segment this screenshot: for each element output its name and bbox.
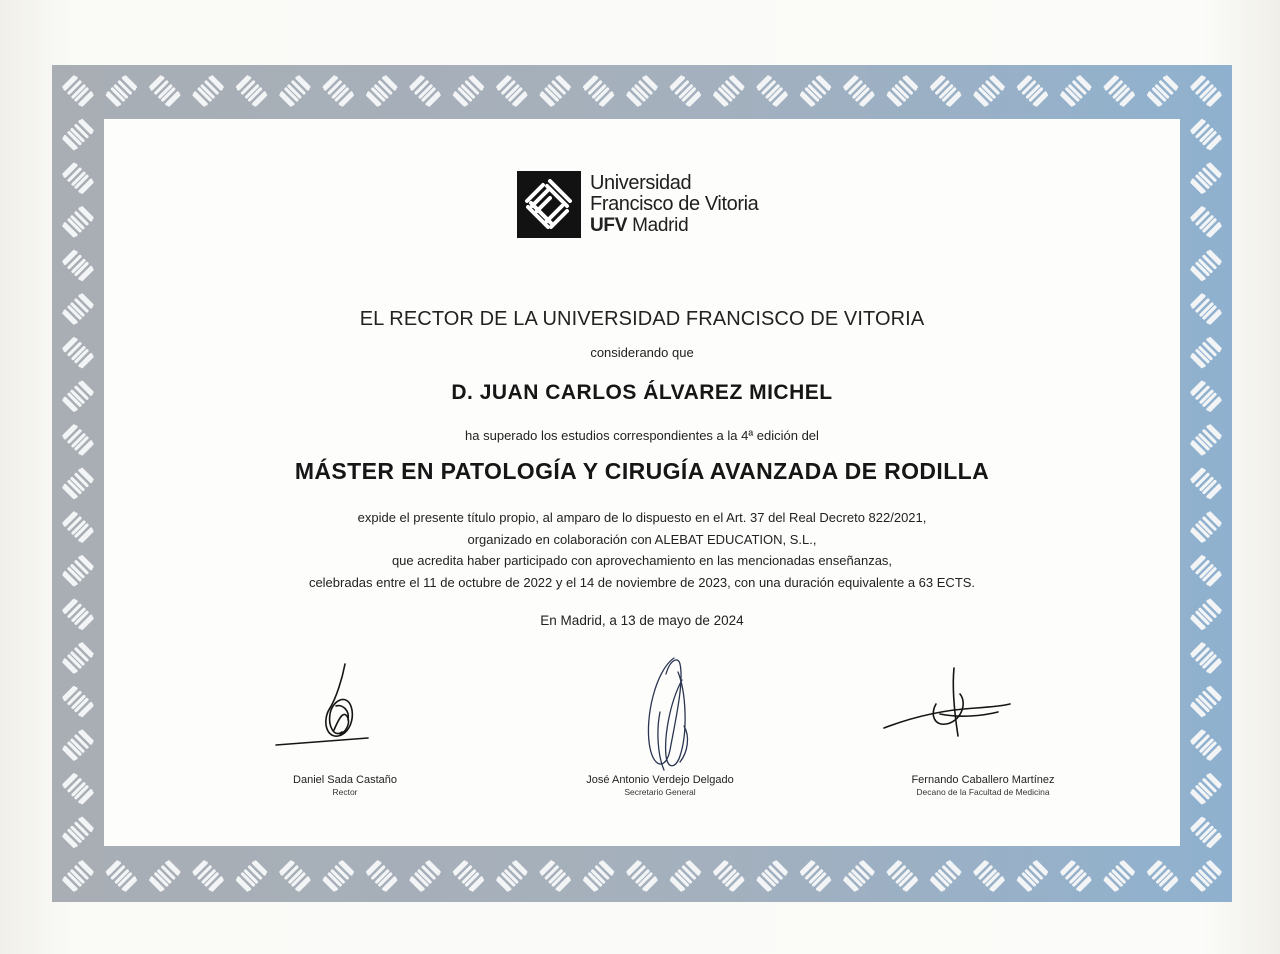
considering-text: considerando que (590, 345, 694, 360)
certificate-body (104, 507, 1180, 593)
signature-rector (270, 660, 380, 750)
university-logo (517, 171, 758, 238)
recipient-name: D. JUAN CARLOS ÁLVAREZ MICHEL (451, 381, 833, 404)
signature-secretary (630, 652, 710, 780)
signer-name: Fernando Caballero Martínez (911, 774, 1055, 786)
logo-text-ufv-madrid: UFV Madrid (590, 215, 689, 236)
signature-block-rector (215, 774, 475, 797)
logo-text-universidad: Universidad (590, 172, 692, 194)
body-line: que acredita haber participado con aprovechamiento en las mencionadas enseñanzas, (391, 553, 893, 568)
logo-text-francisco-de-vitoria: Francisco de Vitoria (590, 193, 759, 215)
signature-dean (880, 664, 1015, 744)
signer-role: Rector (332, 787, 358, 797)
body-line: celebradas entre el 11 de octubre de 2022 y el 14 de noviembre de 2023, con una duración equivalente a 63 ECTS. (308, 574, 976, 590)
signature-block-dean (853, 774, 1113, 797)
body-line: organizado en colaboración con ALEBAT EDUCATION, S.L., (467, 531, 817, 547)
ufv-logo-mark-icon (517, 171, 581, 238)
signer-role: Secretario General (624, 787, 696, 797)
body-line: expide el presente título propio, al amparo de lo dispuesto en el Art. 37 del Real Decreto 822/2021, (357, 510, 927, 525)
signature-block-secretary (530, 774, 790, 797)
program-title: MÁSTER EN PATOLOGÍA Y CIRUGÍA AVANZADA DE RODILLA (294, 458, 990, 484)
place-and-date: En Madrid, a 13 de mayo de 2024 (540, 613, 744, 628)
passed-studies-text: ha superado los estudios correspondientes a la 4ª edición del (465, 428, 819, 443)
signer-name: Daniel Sada Castaño (293, 774, 397, 786)
issuer-heading: EL RECTOR DE LA UNIVERSIDAD FRANCISCO DE VITORIA (359, 308, 925, 330)
signer-name: José Antonio Verdejo Delgado (586, 774, 734, 786)
signer-role: Decano de la Facultad de Medicina (916, 787, 1050, 797)
